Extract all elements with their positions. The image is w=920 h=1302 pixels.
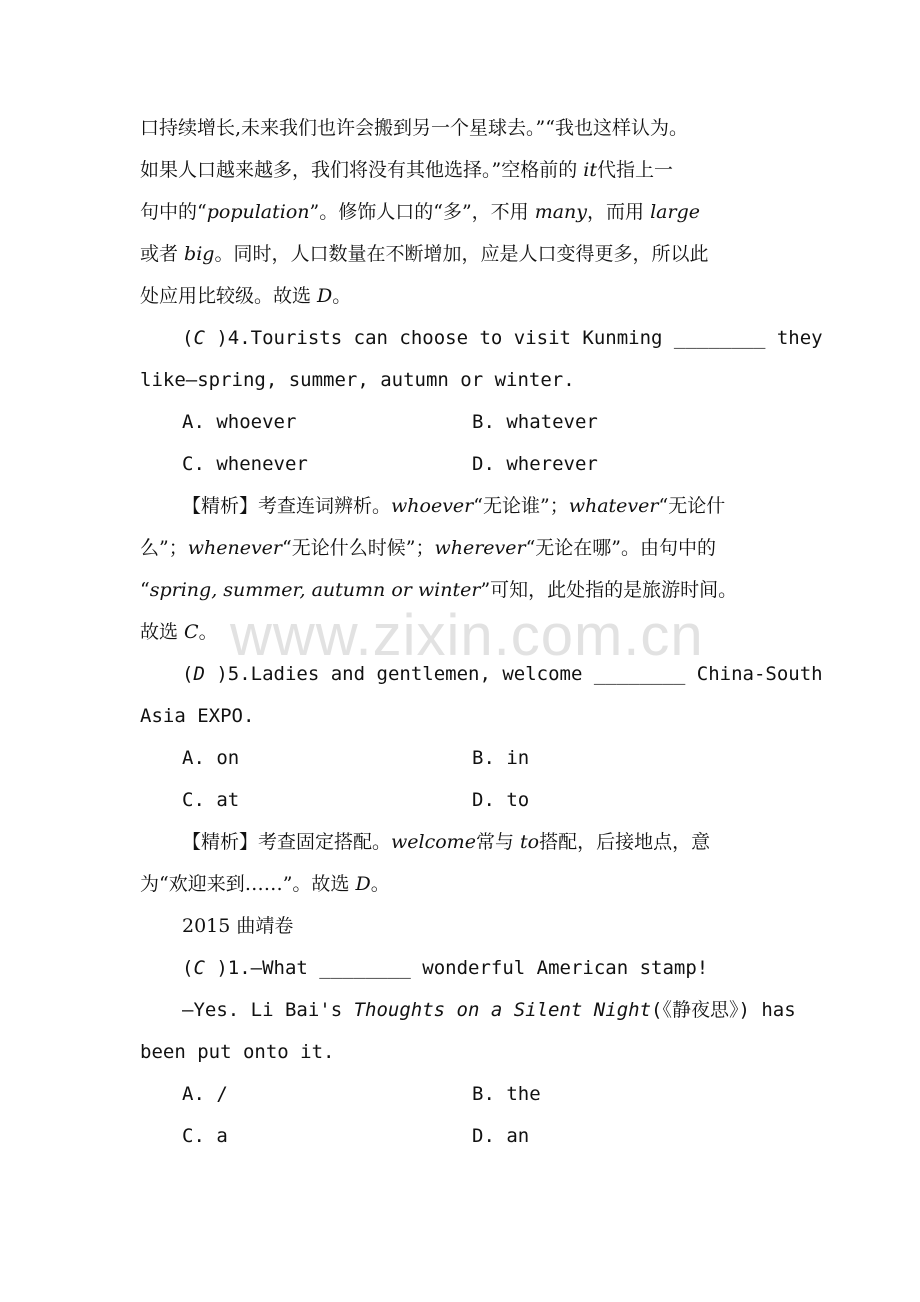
- keyword: welcome: [391, 831, 476, 853]
- answer-letter: C: [184, 621, 199, 643]
- question-1-stem-cont: [140, 1038, 334, 1066]
- option-b: B. whatever: [472, 411, 598, 433]
- option-b: B. the: [472, 1083, 541, 1105]
- text: 故选: [140, 621, 185, 643]
- text: 么”；: [140, 537, 188, 559]
- title-italic: Thoughts on a Silent Night: [353, 999, 652, 1021]
- text: ”可知，此处指的是旅游时间。: [480, 579, 738, 601]
- option-d: D. an: [472, 1125, 530, 1147]
- option-b: B. in: [472, 747, 530, 769]
- question-4-stem-cont: [140, 366, 575, 394]
- option-a: A. whoever: [182, 411, 297, 433]
- option-d: D. wherever: [472, 453, 598, 475]
- explanation-line: [140, 618, 218, 646]
- question-text: 1.—What ________ wonderful American stamp!: [227, 957, 709, 979]
- text: 或者: [140, 243, 185, 265]
- text: 常与: [475, 831, 520, 853]
- text: “无论什: [658, 495, 726, 517]
- keyword: big: [184, 243, 215, 265]
- text: “: [140, 579, 150, 601]
- text: ，而用: [587, 201, 651, 223]
- question-text: 5.Ladies and gentlemen, welcome ________ China-South: [227, 663, 823, 685]
- keyword: whoever: [391, 495, 474, 517]
- question-4-stem: (C )4.Tourists can choose to visit Kunming ________ they: [182, 327, 823, 349]
- explanation-line: [140, 870, 390, 898]
- text: “无论在哪”。由句中的: [525, 537, 717, 559]
- keyword: to: [520, 831, 540, 853]
- answer-letter: D: [317, 285, 333, 307]
- option-a: A. on: [182, 747, 240, 769]
- explanation-line: [182, 492, 725, 520]
- text: “无论什么时候”；: [282, 537, 435, 559]
- text: 。: [332, 285, 352, 307]
- text: 【精析】考查连词辨析。: [182, 495, 392, 517]
- text: 处应用比较级。故选: [140, 285, 318, 307]
- text: 句中的“: [140, 201, 207, 223]
- question-5-stem-cont: [140, 702, 254, 730]
- text: 。: [198, 621, 218, 643]
- keyword: whatever: [568, 495, 659, 517]
- option-a: A. /: [182, 1083, 228, 1105]
- text: 代指上一: [596, 159, 673, 181]
- keyword: large: [650, 201, 700, 223]
- answer-letter: D: [193, 663, 205, 685]
- question-text: 4.Tourists can choose to visit Kunming ________ they: [227, 327, 823, 349]
- keyword: spring, summer, autumn or winter: [149, 579, 481, 601]
- explanation-line: [140, 576, 737, 604]
- question-text: been put onto it.: [140, 1041, 335, 1063]
- text: 搭配，后接地点，意: [539, 831, 711, 853]
- text: “无论谁”；: [473, 495, 569, 517]
- answer-letter: D: [355, 873, 371, 895]
- explanation-line: [140, 240, 708, 268]
- text: 。同时，人口数量在不断增加，应是人口变得更多，所以此: [214, 243, 709, 265]
- explanation-line: [140, 534, 716, 562]
- option-c: C. at: [182, 789, 240, 811]
- answer-letter: C: [193, 957, 205, 979]
- question-text: (《静夜思》) has: [651, 999, 796, 1021]
- text: 为“欢迎来到……”。故选: [140, 873, 356, 895]
- text: 口持续增长,未来我们也许会搬到另一个星球去。”“我也这样认为。: [140, 117, 688, 139]
- explanation-line: [140, 198, 700, 226]
- text: 【精析】考查固定搭配。: [182, 831, 392, 853]
- text: 。: [370, 873, 390, 895]
- question-1-stem-cont: [182, 996, 796, 1024]
- question-5-stem: (D )5.Ladies and gentlemen, welcome ________ China-South: [182, 663, 823, 685]
- question-text: like—spring, summer, autumn or winter.: [140, 369, 575, 391]
- text: 如果人口越来越多，我们将没有其他选择。”空格前的: [140, 159, 584, 181]
- question-text: —Yes. Li Bai's: [182, 999, 354, 1021]
- explanation-line: [140, 114, 688, 142]
- option-d: D. to: [472, 789, 530, 811]
- answer-letter: C: [193, 327, 205, 349]
- section-heading: 2015 曲靖卷: [182, 915, 294, 937]
- text: ”。修饰人口的“多”，不用: [309, 201, 535, 223]
- keyword: population: [206, 201, 310, 223]
- option-c: C. a: [182, 1125, 228, 1147]
- keyword: many: [534, 201, 588, 223]
- option-c: C. whenever: [182, 453, 308, 475]
- keyword: wherever: [434, 537, 526, 559]
- explanation-line: [140, 156, 673, 184]
- question-1-stem: (C )1.—What ________ wonderful American stamp!: [182, 957, 709, 979]
- question-text: Asia EXPO.: [140, 705, 255, 727]
- keyword: it: [583, 159, 597, 181]
- keyword: whenever: [187, 537, 283, 559]
- watermark: www.zixin.com.cn: [230, 603, 704, 668]
- explanation-line: [140, 282, 351, 310]
- explanation-line: [182, 828, 710, 856]
